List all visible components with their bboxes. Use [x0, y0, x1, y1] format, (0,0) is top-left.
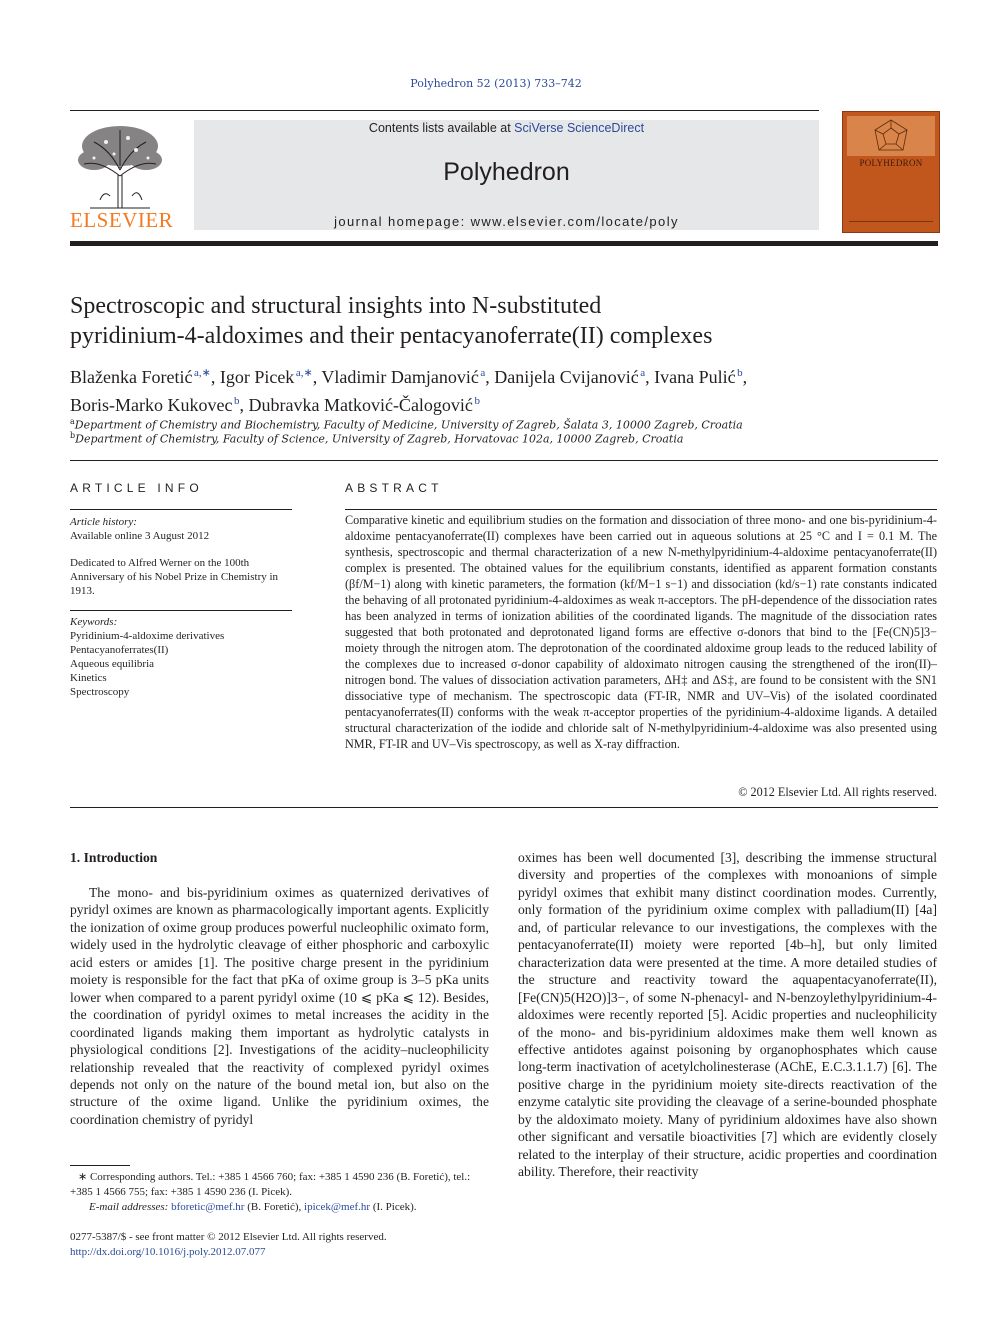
elsevier-tree-icon [70, 120, 170, 212]
homepage-link[interactable]: www.elsevier.com/locate/poly [470, 214, 679, 229]
journal-cover-thumbnail[interactable] [842, 111, 940, 233]
footnote-rule [70, 1165, 130, 1166]
article-info-panel [70, 515, 292, 598]
affiliation-a [70, 417, 930, 432]
author-list [70, 361, 930, 417]
author-affil-marker[interactable]: b [233, 395, 240, 407]
citation-link[interactable]: Polyhedron 52 (2013) 733–742 [410, 77, 582, 90]
abstract-rule [345, 509, 937, 510]
author[interactable] [220, 367, 322, 387]
affiliation-rule [70, 460, 938, 461]
author-separator: , [485, 367, 495, 387]
email-link-picek[interactable]: ipicek@mef.hr [304, 1201, 371, 1213]
cover-divider [849, 221, 933, 222]
author[interactable] [70, 395, 248, 415]
footnotes [70, 1170, 490, 1215]
cover-title: POLYHEDRON [859, 158, 923, 168]
author-separator: , [645, 367, 655, 387]
article-info-heading: ARTICLE INFO [70, 481, 203, 495]
elsevier-logo[interactable] [70, 120, 174, 232]
author-name: Boris-Marko Kukovec [70, 395, 233, 415]
homepage-label: journal homepage: [334, 214, 471, 229]
sciencedirect-link[interactable]: SciVerse ScienceDirect [514, 121, 645, 135]
polyhedron-icon [847, 116, 935, 156]
author[interactable] [70, 367, 220, 387]
corresponding-author-note: ∗ Corresponding authors. Tel.: +385 1 4566 760; fax: +385 1 4590 236 (B. Foretić), tel.: +385 1 4566 755; fax: +385 1 4590 236 (I. Picek). [70, 1171, 471, 1198]
body-column-right: oximes has been well documented [3], describing the immense structural diversity and properties of the complexes with monoanions of simple pyridyl oximes that exhibit many distinct coordination modes. Currently, only formation of the pyridinium oxime complex with palladium(II) [4a] and, of particular relevance to our investigations, the complexes with the pentacyanoferrate(II) moiety were reported [4b–h], but only limited characterization data were presented at the time. A more detailed studies of the structure and reactivity toward the aquapentacyanoferrate(II), [Fe(CN)5(H2O)]3−, of some N-phenacyl- and N-benzoylethylpyridinium-4-aldoximes were recently reported [5]. Acidic properties and nucleophilicity of the mono- and bis-pyridinium aldoximes make them well known as effective antidotes against poisoning by organophosphates which cause long-term inactivation of acetylcholinesterase (AChE, E.C.3.1.1.7) [6]. The positive charge in the pyridinium moiety site-directs reactivation of the enzyme catalytic site providing the cleavage of a serine-bounded phosphate by the aldoximato moiety. Many of pyridinium aldoximes have also shown other significant and versatile bioactivities [7] which are evidently closely related to the interplay of their structure, acidic properties and coordination ability. Therefore, their reactivity [518, 850, 937, 1180]
affil-marker: a [70, 417, 75, 426]
keyword: Pentacyanoferrates(II) [70, 644, 169, 656]
contents-prefix: Contents lists available at [368, 121, 515, 135]
article-info-rule [70, 509, 292, 510]
author[interactable] [494, 367, 654, 387]
cover-polyhedron-art [847, 116, 935, 156]
keywords-panel [70, 615, 292, 699]
email-owner: (B. Foretić), [244, 1201, 305, 1213]
author-affil-marker[interactable]: b [474, 395, 480, 407]
header-thick-rule [70, 241, 938, 246]
keyword: Kinetics [70, 672, 107, 684]
abstract-bottom-rule [70, 807, 938, 808]
dedication: Dedicated to Alfred Werner on the 100th Anniversary of his Nobel Prize in Chemistry in 1913. [70, 557, 279, 597]
author-name: Vladimir Damjanović [321, 367, 479, 387]
email-line [70, 1200, 490, 1215]
email-link-foretic[interactable]: bforetic@mef.hr [171, 1201, 245, 1213]
abstract-copyright: © 2012 Elsevier Ltd. All rights reserved. [738, 785, 937, 799]
page-footer [70, 1230, 500, 1260]
title-line-2: pyridinium-4-aldoximes and their pentacyanoferrate(II) complexes [70, 323, 713, 349]
abstract-heading: ABSTRACT [345, 481, 443, 495]
author-affil-marker[interactable]: a [640, 367, 646, 379]
email-label: E-mail addresses: [89, 1201, 169, 1213]
affiliation-b [70, 431, 930, 446]
author-name: Igor Picek [219, 367, 295, 387]
keywords-label: Keywords: [70, 616, 118, 628]
author-separator: , [210, 367, 220, 387]
keyword: Aqueous equilibria [70, 658, 155, 670]
author-separator: , [312, 367, 322, 387]
author[interactable] [321, 367, 494, 387]
issn-line: 0277-5387/$ - see front matter © 2012 Elsevier Ltd. All rights reserved. [70, 1231, 387, 1243]
author-name: Danijela Cvijanović [494, 367, 639, 387]
section-heading-introduction: 1. Introduction [70, 850, 158, 865]
doi-link[interactable]: http://dx.doi.org/10.1016/j.poly.2012.07.077 [70, 1246, 266, 1258]
header-top-rule [70, 110, 819, 111]
journal-banner [194, 120, 819, 230]
keywords-rule [70, 610, 292, 611]
journal-citation [0, 77, 992, 90]
history-label: Article history: [70, 516, 137, 528]
author-name: Blaženka Foretić [70, 367, 193, 387]
keyword: Pyridinium-4-aldoxime derivatives [70, 630, 225, 642]
abstract-text: Comparative kinetic and equilibrium studies on the formation and dissociation of three mono- and one bis-pyridinium-4-aldoxime pentacyanoferrate(II) complexes have been carried out in aqueous solutions at 25 °C and I = 0.1 M. The synthesis, spectroscopic and thermal characterization of a new N-methylpyridinium-4-aldoxime pentacyanoferrate(II) complex is presented. The obtained values for the equilibrium constants, identified as apparent formation constants (βf/M−1) along with kinetic parameters, the formation (kf/M−1 s−1) and dissociation (kd/s−1) rate constants indicated the behaving of all protonated pyridinium-4-aldoximes as weak π-acceptors. The pH-dependence of the dissociation rates has been analyzed in terms of ionization abilities of the coordinated ligands. The magnitude of the dissociation rates suggested that both protonated and deprotonated ligand forms are effective σ-donors that bind to the [Fe(CN)5]3− moiety through the nitrogen atom. The deprotonation of the coordinated aldoxime group leads to the reduced lability of the complexes due to increased σ-donor capability of aldoximato nitrogen causing the strengthened of the iron(II)–nitrogen bond. The values of dissociation activation parameters, ΔH‡ and ΔS‡, are found to be consistent with the SN1 dissociative type of mechanism. The spectroscopic data (FT-IR, NMR and UV–Vis) of the isolated coordinated pentacyanoferrates(II) conforms with the weak π-acceptor properties of the pyridinium-4-aldoxime ligands. A detailed structural characterization of the iodide and chloride salt of N-methylpyridinium-4-aldoxime was also presented using NMR, FT-IR and UV–Vis spectroscopy, as well as X-ray diffraction. [345, 513, 937, 751]
affil-text: Department of Chemistry and Biochemistry, Faculty of Medicine, University of Zagreb, Šalata 3, 10000 Zagreb, Croatia [74, 418, 743, 432]
title-line-1: Spectroscopic and structural insights into N-substituted [70, 293, 602, 319]
elsevier-wordmark: ELSEVIER [70, 208, 174, 232]
author[interactable] [248, 395, 479, 415]
keyword: Spectroscopy [70, 686, 130, 698]
history-value: Available online 3 August 2012 [70, 530, 210, 542]
author-separator: , [742, 367, 748, 387]
journal-homepage [194, 214, 819, 229]
author-affil-marker[interactable]: b [737, 367, 743, 379]
author[interactable] [654, 367, 747, 387]
author-affil-marker[interactable]: a [480, 367, 486, 379]
contents-line [194, 121, 819, 135]
author-name: Dubravka Matković-Čalogović [248, 395, 473, 415]
affil-text: Department of Chemistry, Faculty of Science, University of Zagreb, Horvatovac 102a, 10000 Zagreb, Croatia [75, 432, 684, 446]
affil-marker: b [70, 431, 76, 440]
journal-title: Polyhedron [443, 158, 570, 186]
article-title [70, 291, 930, 351]
author-name: Ivana Pulić [654, 367, 736, 387]
author-affil-marker[interactable]: a,∗ [193, 367, 211, 379]
author-affil-marker[interactable]: a,∗ [295, 367, 313, 379]
author-separator: , [239, 395, 249, 415]
body-column-left: The mono- and bis-pyridinium oximes as quaternized derivatives of pyridyl oximes are known as pharmacologically important agents. Explicitly the ionization of oxime group produces powerful nucleophilic oximato form, widely used in the hydrolytic cleavage of either phosphoric and carboxylic acid esters or amides [1]. The positive charge present in the pyridinium moiety is responsible for the fact that pKa of oxime group is 3–5 pKa units lower when compared to a parent pyridyl oxime (10 ⩽ pKa ⩽ 12). Besides, the coordination of pyridyl oximes to metal increases the acidity in the coordinated ligands making them important as hydrolytic catalysts in physiological conditions [2]. Investigations of the acidity–nucleophilicity relationship revealed that the reactivity of complexed pyridyl oximes depends not only on the nature of the bound metal ion, but also on the structure of the oxime ligand. Unlike the pyridinium oximes, the coordination chemistry of pyridyl [70, 885, 489, 1127]
email-owner: (I. Picek). [370, 1201, 417, 1213]
